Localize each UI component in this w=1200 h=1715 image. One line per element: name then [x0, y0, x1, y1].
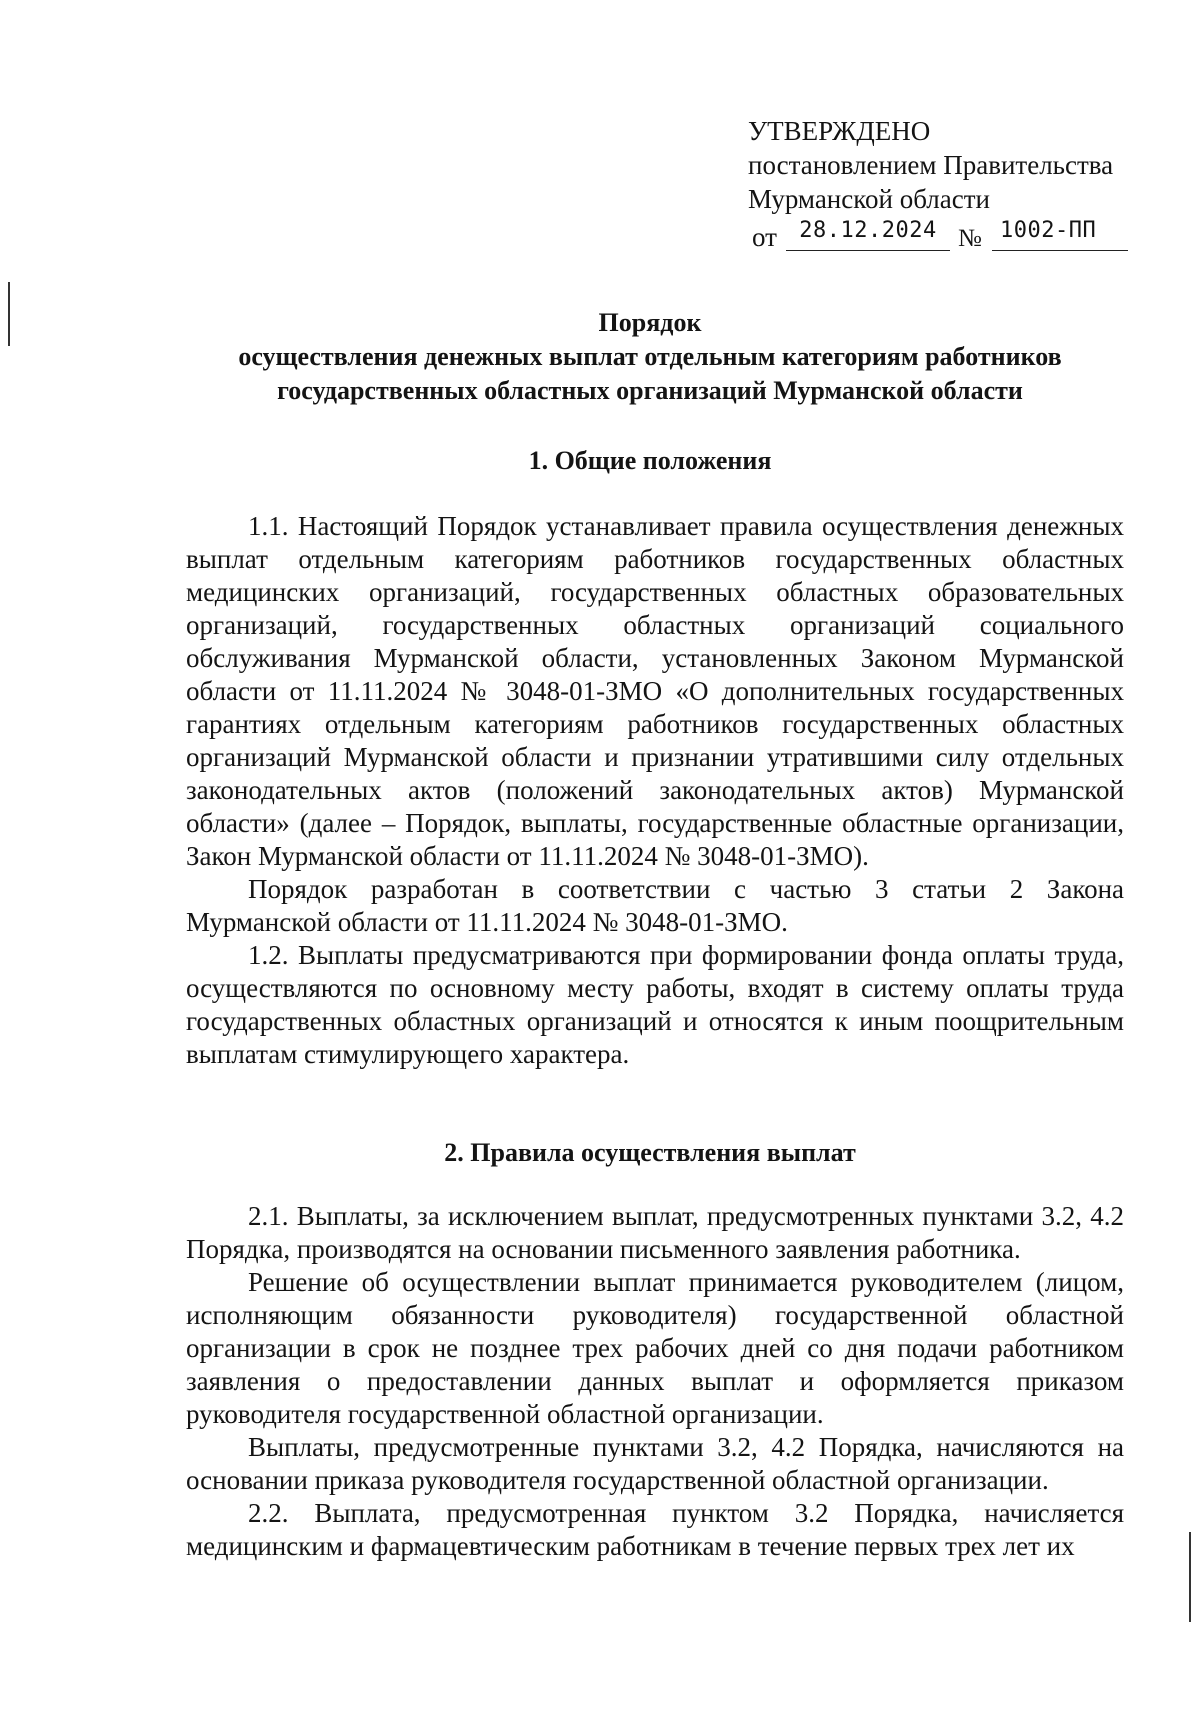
approval-line-1: постановлением Правительства	[748, 150, 1114, 180]
document-title	[180, 306, 1120, 408]
approval-date-value: 28.12.2024	[786, 214, 950, 251]
title-line-3: государственных областных организаций Мурманской области	[277, 376, 1023, 405]
paragraph-1-1: 1.1. Настоящий Порядок устанавливает правила осуществления денежных выплат отдельным категориям работников государственных областных медицинских организаций, государственных областных образовательных организаций, государственных областных организаций социального обслуживания Мурманской области, установленных Законом Мурманской области от 11.11.2024 № 3048-01-ЗМО «О дополнительных государственных гарантиях отдельным категориям работников государственных областных организаций Мурманской области и признании утратившими силу отдельных законодательных актов (положений законодательных актов) Мурманской области» (далее – Порядок, выплаты, государственные областные организации, Закон Мурманской области от 11.11.2024 № 3048-01-ЗМО).	[186, 511, 1124, 871]
paragraph-2-1-order: Выплаты, предусмотренные пунктами 3.2, 4.2 Порядка, начисляются на основании приказа руководителя государственной областной организации.	[186, 1432, 1124, 1495]
paragraph-1-1-note: Порядок разработан в соответствии с частью 3 статьи 2 Закона Мурманской области от 11.11.2024 № 3048-01-ЗМО.	[186, 874, 1124, 937]
approval-date-line	[748, 216, 1128, 250]
paragraph-2-1: 2.1. Выплаты, за исключением выплат, предусмотренных пунктами 3.2, 4.2 Порядка, производятся на основании письменного заявления работника.	[186, 1201, 1124, 1264]
approval-heading: УТВЕРЖДЕНО	[748, 116, 931, 146]
approval-block	[748, 114, 1128, 250]
scan-margin-mark-left	[8, 282, 10, 346]
approval-line-2: Мурманской области	[748, 184, 990, 214]
paragraph-1-2: 1.2. Выплаты предусматриваются при формировании фонда оплаты труда, осуществляются по основному месту работы, входят в систему оплаты труда государственных областных организаций и относятся к иным поощрительным выплатам стимулирующего характера.	[186, 940, 1124, 1069]
approval-date-prefix: от	[752, 222, 777, 252]
scan-margin-mark-right	[1189, 1532, 1191, 1622]
approval-number-sign: №	[958, 225, 982, 252]
paragraph-2-1-decision: Решение об осуществлении выплат принимается руководителем (лицом, исполняющим обязанности руководителя) государственной областной организации в срок не позднее трех рабочих дней со дня подачи работником заявления о предоставлении данных выплат и оформляется приказом руководителя государственной областной организации.	[186, 1267, 1124, 1429]
paragraph-2-2: 2.2. Выплата, предусмотренная пунктом 3.2 Порядка, начисляется медицинским и фармацевтическим работникам в течение первых трех лет их	[186, 1498, 1124, 1561]
title-line-2: осуществления денежных выплат отдельным категориям работников	[238, 342, 1062, 371]
section-2-heading: 2. Правила осуществления выплат	[444, 1138, 856, 1167]
title-line-1: Порядок	[598, 308, 702, 337]
section-2-body	[186, 1200, 1124, 1563]
section-1-body	[186, 510, 1124, 1071]
section-1-heading: 1. Общие положения	[528, 446, 772, 475]
approval-number-value: 1002-ПП	[992, 214, 1128, 251]
